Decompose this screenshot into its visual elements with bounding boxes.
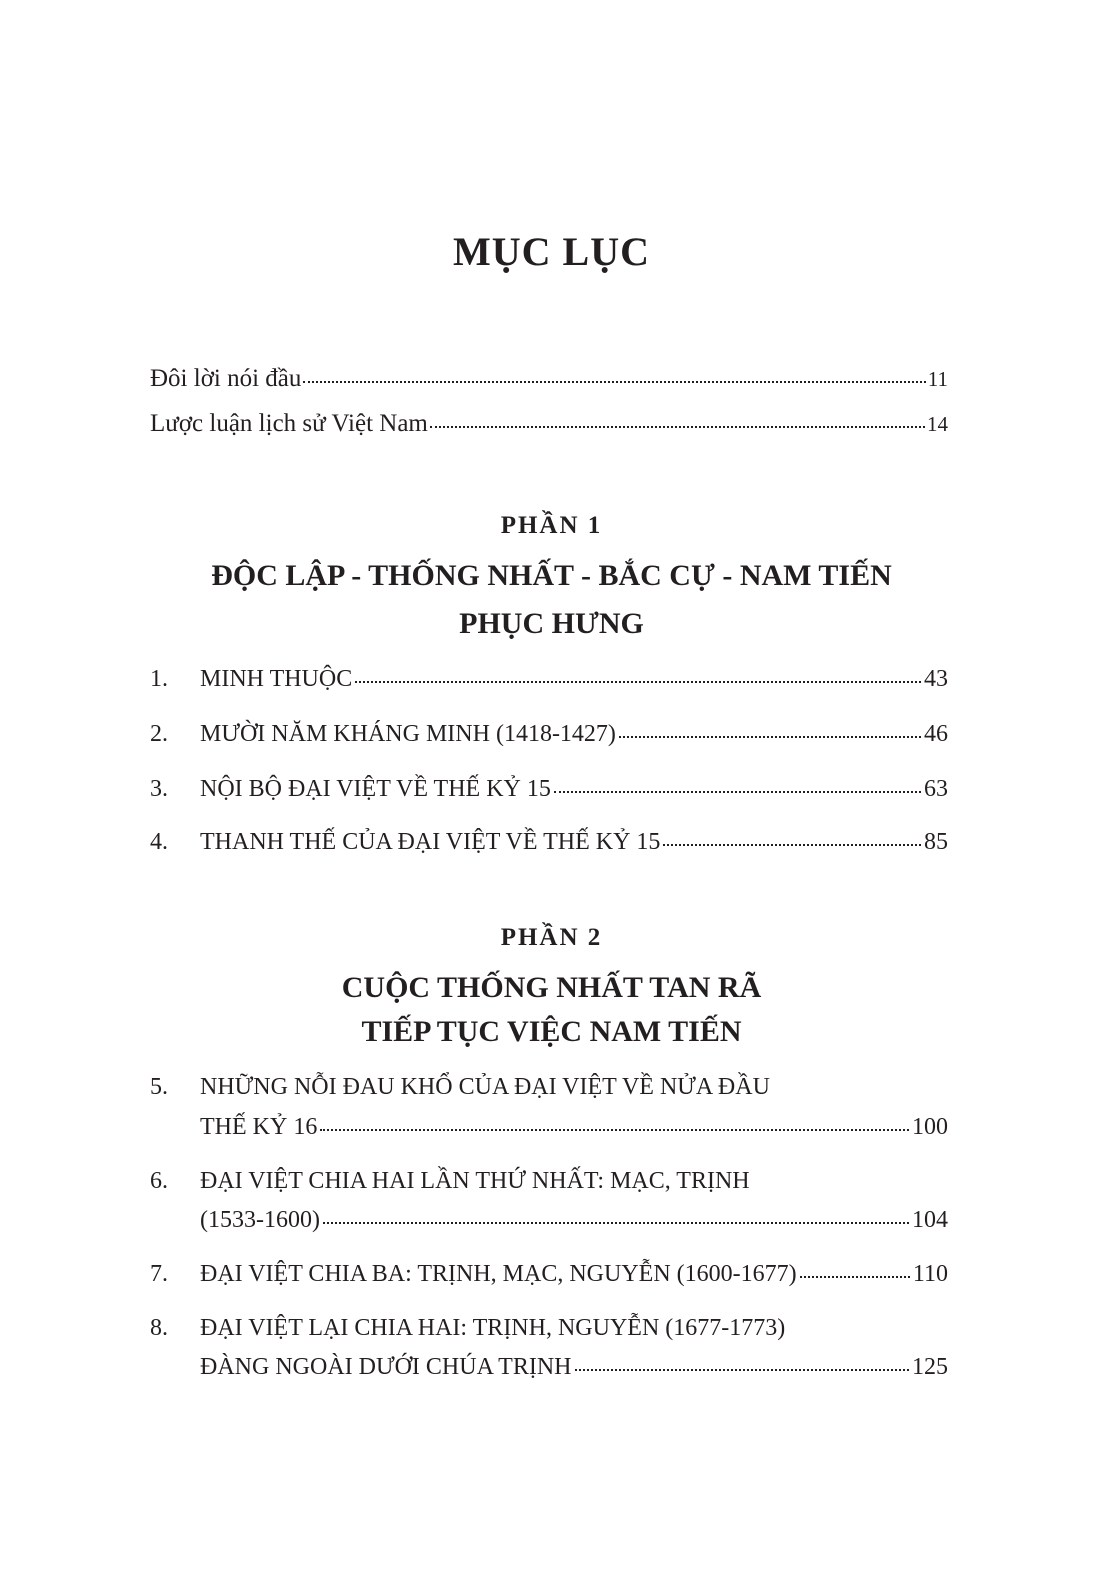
- chapter-title: ĐÀNG NGOÀI DƯỚI CHÚA TRỊNH: [200, 1354, 572, 1380]
- toc-entry-preface[interactable]: [150, 366, 948, 391]
- part-label: PHẦN 1: [500, 512, 603, 539]
- part-title-line: CUỘC THỐNG NHẤT TAN RÃ: [341, 971, 762, 1004]
- dot-leader: [663, 843, 921, 846]
- chapter-title-line1: ĐẠI VIỆT LẠI CHIA HAI: TRỊNH, NGUYỄN (1677-1773): [200, 1315, 786, 1341]
- chapter-page-number: 110: [912, 1261, 948, 1287]
- dot-leader: [303, 380, 925, 383]
- dot-leader: [800, 1275, 910, 1278]
- chapter-title: THẾ KỶ 16: [200, 1114, 318, 1140]
- chapter-page-number: 85: [924, 829, 948, 855]
- chapter-number: 5.: [150, 1074, 168, 1100]
- chapter-number: 7.: [150, 1261, 168, 1287]
- entry-text: Lược luận lịch sử Việt Nam: [150, 410, 428, 437]
- chapter-number: 1.: [150, 666, 168, 692]
- chapter-title-line1: ĐẠI VIỆT CHIA HAI LẦN THỨ NHẤT: MẠC, TRỊNH: [200, 1168, 750, 1194]
- part-title-line: PHỤC HƯNG: [459, 607, 644, 640]
- dot-leader: [575, 1368, 910, 1371]
- chapter-title: MINH THUỘC: [200, 666, 353, 692]
- chapter-title: NỘI BỘ ĐẠI VIỆT VỀ THẾ KỶ 15: [200, 776, 551, 802]
- dot-leader: [323, 1221, 909, 1224]
- dot-leader: [320, 1128, 909, 1131]
- part-label: PHẦN 2: [500, 924, 603, 951]
- chapter-page-number: 63: [924, 776, 948, 802]
- part-title-line: TIẾP TỤC VIỆC NAM TIẾN: [361, 1015, 742, 1048]
- chapter-title-line1: NHỮNG NỖI ĐAU KHỔ CỦA ĐẠI VIỆT VỀ NỬA ĐẦU: [200, 1074, 770, 1100]
- page-title: MỤC LỤC: [453, 229, 650, 274]
- chapter-number: 3.: [150, 776, 168, 802]
- dot-leader: [554, 790, 921, 793]
- chapter-title: MƯỜI NĂM KHÁNG MINH (1418-1427): [200, 721, 616, 747]
- dot-leader: [430, 425, 925, 428]
- chapter-page-number: 46: [924, 721, 948, 747]
- chapter-page-number: 125: [912, 1354, 948, 1380]
- chapter-number: 4.: [150, 829, 168, 855]
- chapter-number: 6.: [150, 1168, 168, 1194]
- entry-page-number: 11: [927, 367, 948, 391]
- entry-text: Đôi lời nói đầu: [150, 365, 302, 392]
- chapter-title: THANH THẾ CỦA ĐẠI VIỆT VỀ THẾ KỶ 15: [200, 829, 661, 855]
- dot-leader: [619, 735, 921, 738]
- chapter-page-number: 104: [912, 1207, 948, 1233]
- chapter-page-number: 100: [912, 1114, 948, 1140]
- chapter-number: 2.: [150, 721, 168, 747]
- chapter-page-number: 43: [924, 666, 948, 692]
- chapter-number: 8.: [150, 1315, 168, 1341]
- toc-entry-overview[interactable]: [150, 411, 948, 436]
- dot-leader: [355, 680, 921, 683]
- part-title-line: ĐỘC LẬP - THỐNG NHẤT - BẮC CỰ - NAM TIẾN: [211, 559, 892, 592]
- entry-page-number: 14: [927, 412, 948, 436]
- chapter-title: (1533-1600): [200, 1207, 320, 1233]
- chapter-title: ĐẠI VIỆT CHIA BA: TRỊNH, MẠC, NGUYỄN (1600-1677): [200, 1261, 797, 1287]
